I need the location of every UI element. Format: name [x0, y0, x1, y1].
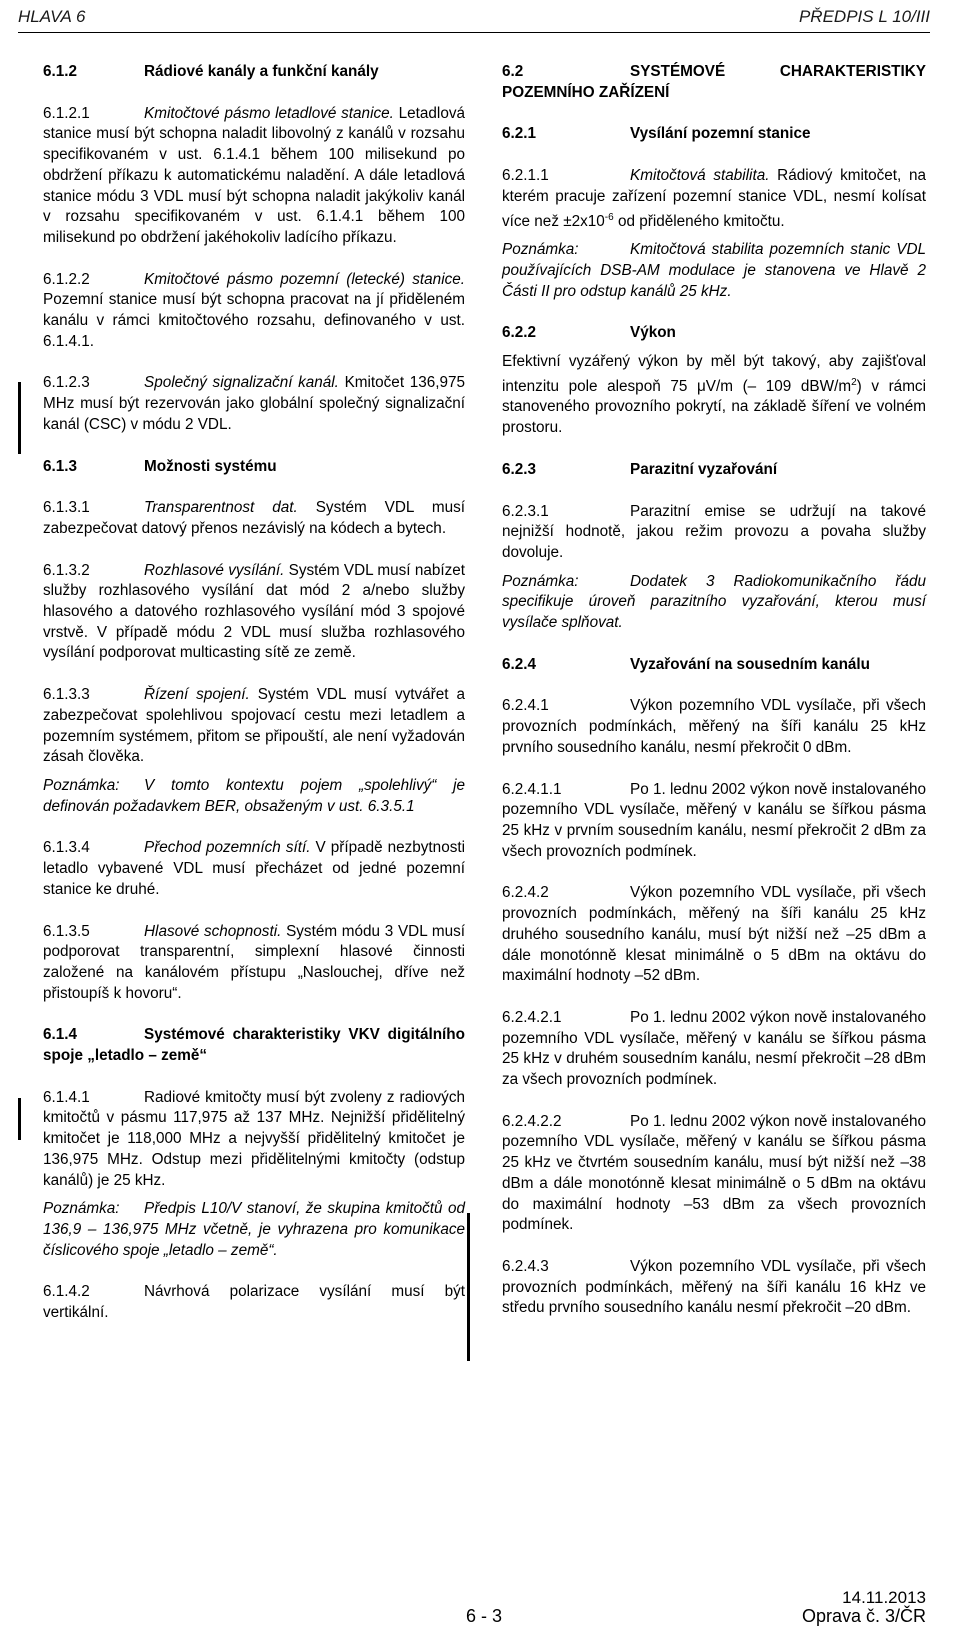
paragraph: 6.1.4.1 Radiové kmitočty musí být zvoleny z radiových kmitočtů v pásmu 117,975 až 137 MHz. Nejnižší přidělitelný kmitočet je 118,000 MHz a nejvyšší přidělitelný kmitočet je 136,975 MHz. Odstup mezi přidělitelnými kmitočty (odstup kanálů) je 25 kHz.	[43, 1088, 465, 1189]
paragraph: 6.1.3.3 Řízení spojení. Systém VDL musí vytvářet a zabezpečovat spolehlivou spojovací cestu mezi letadlem a pozemním systémem, přitom se připouští, ale není vyžadován zásah člověka.	[43, 686, 465, 766]
revision-date: 14.11.2013	[842, 1588, 926, 1607]
note: Poznámka: Dodatek 3 Radiokomunikačního řádu specifikuje úroveň parazitního vyzařování, kterou musí vysílače splňovat.	[502, 572, 926, 632]
revision-bar	[18, 1098, 21, 1140]
paragraph: 6.1.3.1 Transparentnost dat. Systém VDL musí zabezpečovat datový přenos nezávislý na kódech a bytech.	[43, 499, 465, 537]
section-heading: 6.2.1 Vysílání pozemní stanice	[502, 125, 811, 143]
note: Poznámka: Předpis L10/V stanoví, že skupina kmitočtů od 136,9 – 136,975 MHz včetně, je vyhrazena pro komunikace číslicového spoje „letadlo – země“.	[43, 1200, 465, 1259]
paragraph: 6.2.1.1 Kmitočtová stabilita. Rádiový kmitočet, na kterém pracuje zařízení pozemní stanice VDL, nesmí kolísat více než $\pm 2x10^{-6}$ od přiděleného kmitočtu.	[502, 167, 927, 230]
paragraph: 6.2.4.3 Výkon pozemního VDL vysílače, při všech provozních podmínkách, měřený na šíři kanálu 16 kHz ve středu prvního sousedního kanálu nesmí překročit –20 dBm.	[502, 1257, 926, 1317]
paragraph: 6.2.3.1 Parazitní emise se udržují na takové nejnižší hodnotě, jakou režim provozu a povaha služby dovoluje.	[502, 502, 926, 561]
page-number: 6 - 3	[466, 1606, 503, 1626]
paragraph: 6.1.3.4 Přechod pozemních sítí. V případě nezbytnosti letadlo vybavené VDL musí přecházet od jedné pozemní stanice ke druhé.	[43, 839, 465, 898]
section-heading: 6.1.3 Možnosti systému	[43, 457, 277, 475]
section-heading: 6.2.3 Parazitní vyzařování	[502, 460, 778, 478]
header-regulation: PŘEDPIS L 10/III	[798, 7, 930, 26]
paragraph: 6.1.2.1 Kmitočtové pásmo letadlové stanice. Letadlová stanice musí být schopna naladit libovolný z kanálů v rozsahu specifikovaném v ust. 6.1.4.1 během 100 milisekund po obdržení příkazu k automatickému naladění. A dále letadlová stanice módu 3 VDL musí být schopna naladit jakýkoliv kanál v rozsahu specifikovaném v ust. 6.1.4.1 během 100 milisekund po obdržení jakéhokoliv ladícího příkazu.	[43, 104, 465, 246]
page-header	[18, 2, 930, 33]
paragraph: 6.2.4.1 Výkon pozemního VDL vysílače, při všech provozních podmínkách, měřený na šíři kanálu 25 kHz prvního sousedního kanálu, nesmí překročit 0 dBm.	[502, 697, 926, 756]
paragraph: 6.1.2.3 Společný signalizační kanál. Kmitočet 136,975 MHz musí být rezervován jako globální společný signalizační kanál (CSC) v módu 2 VDL.	[43, 374, 465, 433]
section-heading: 6.1.4 Systémové charakteristiky VKV digitálního spoje „letadlo – země“	[43, 1026, 465, 1065]
paragraph: 6.2.4.2 Výkon pozemního VDL vysílače, při všech provozních podmínkách, měřený na šíři kanálu 25 kHz druhého sousedního kanálu, musí být nižší než –25 dBm a dále monotónně klesat minimálně o 5 dBm na oktávu do maximální hodnoty –52 dBm.	[502, 884, 926, 985]
section-heading: 6.2.2 Výkon	[502, 324, 676, 342]
section-heading: 6.2 SYSTÉMOVÉ CHARAKTERISTIKY POZEMNÍHO ZAŘÍZENÍ	[502, 63, 926, 101]
left-column	[43, 62, 465, 1324]
note: Poznámka: Kmitočtová stabilita pozemních stanic VDL používajících DSB-AM modulace je stanovena ve Hlavě 2 Části II pro odstup kanálů 25 kHz.	[502, 241, 926, 300]
revision-bar	[18, 382, 21, 454]
section-heading: 6.2.4 Vyzařování na sousedním kanálu	[502, 655, 871, 673]
paragraph: 6.1.3.2 Rozhlasové vysílání. Systém VDL musí nabízet služby rozhlasového vysílání dat mód 2 a/nebo služby hlasového a datového rozhlasového vysílání mód 3 spojové vrstvě. V případě módu 2 VDL musí služba rozhlasového vysílání podporovat multicasting sítě ze země.	[43, 561, 466, 662]
right-column	[502, 62, 926, 1319]
paragraph: 6.2.4.2.2 Po 1. lednu 2002 výkon nově instalovaného pozemního VDL vysílače, měřený v kanálu se šířkou pásma 25 kHz ve čtvrtém sousedním kanálu, musí být nižší než –38 dBm a dále monotónně klesat minimálně o 5 dBm na oktávu do maximální hodnoty –53 dBm za všech provozních podmínek.	[502, 1112, 926, 1234]
paragraph: 6.1.3.5 Hlasové schopnosti. Systém módu 3 VDL musí podporovat transparentní, simplexní hlasové činnosti založené na kanálovém přístupu „Naslouchej, dříve než přistoupíš k hovoru“.	[43, 922, 466, 1002]
revision-bar	[467, 1213, 470, 1361]
section-heading: 6.1.2 Rádiové kanály a funkční kanály	[43, 63, 379, 80]
note: Poznámka: V tomto kontextu pojem „spolehlivý“ je definován požadavkem BER, obsaženým v ust. 6.3.5.1	[43, 776, 465, 815]
page-footer	[0, 1588, 960, 1626]
revision-label: Oprava č. 3/ČR	[801, 1606, 926, 1626]
paragraph: 6.1.2.2 Kmitočtové pásmo pozemní (letecké) stanice. Pozemní stanice musí být schopna pracovat na jí přiděleném kanálu v rámci kmitočtového rozsahu, definovaného v ust. 6.1.4.1.	[43, 270, 465, 350]
paragraph: 6.2.4.1.1 Po 1. lednu 2002 výkon nově instalovaného pozemního VDL vysílače, měřený v kanálu se šířkou pásma 25 kHz v prvním sousedním kanálu, nesmí překročit 2 dBm za všech provozních podmínek.	[502, 780, 926, 860]
paragraph: Efektivní vyzářený výkon by měl být takový, aby zajišťoval intenzitu pole alespoň 75 μV/m (– 109 dBW/$m^2$) v rámci stanoveného provozního pokrytí, na základě šíření ve volném prostoru.	[502, 353, 926, 437]
header-chapter: HLAVA 6	[18, 7, 86, 26]
paragraph: 6.2.4.2.1 Po 1. lednu 2002 výkon nově instalovaného pozemního VDL vysílače, měřený v kanálu se šířkou pásma 25 kHz v druhém sousedním kanálu, nesmí překročit –28 dBm za všech provozních podmínek.	[502, 1008, 926, 1089]
paragraph: 6.1.4.2 Návrhová polarizace vysílání musí být vertikální.	[43, 1283, 465, 1322]
